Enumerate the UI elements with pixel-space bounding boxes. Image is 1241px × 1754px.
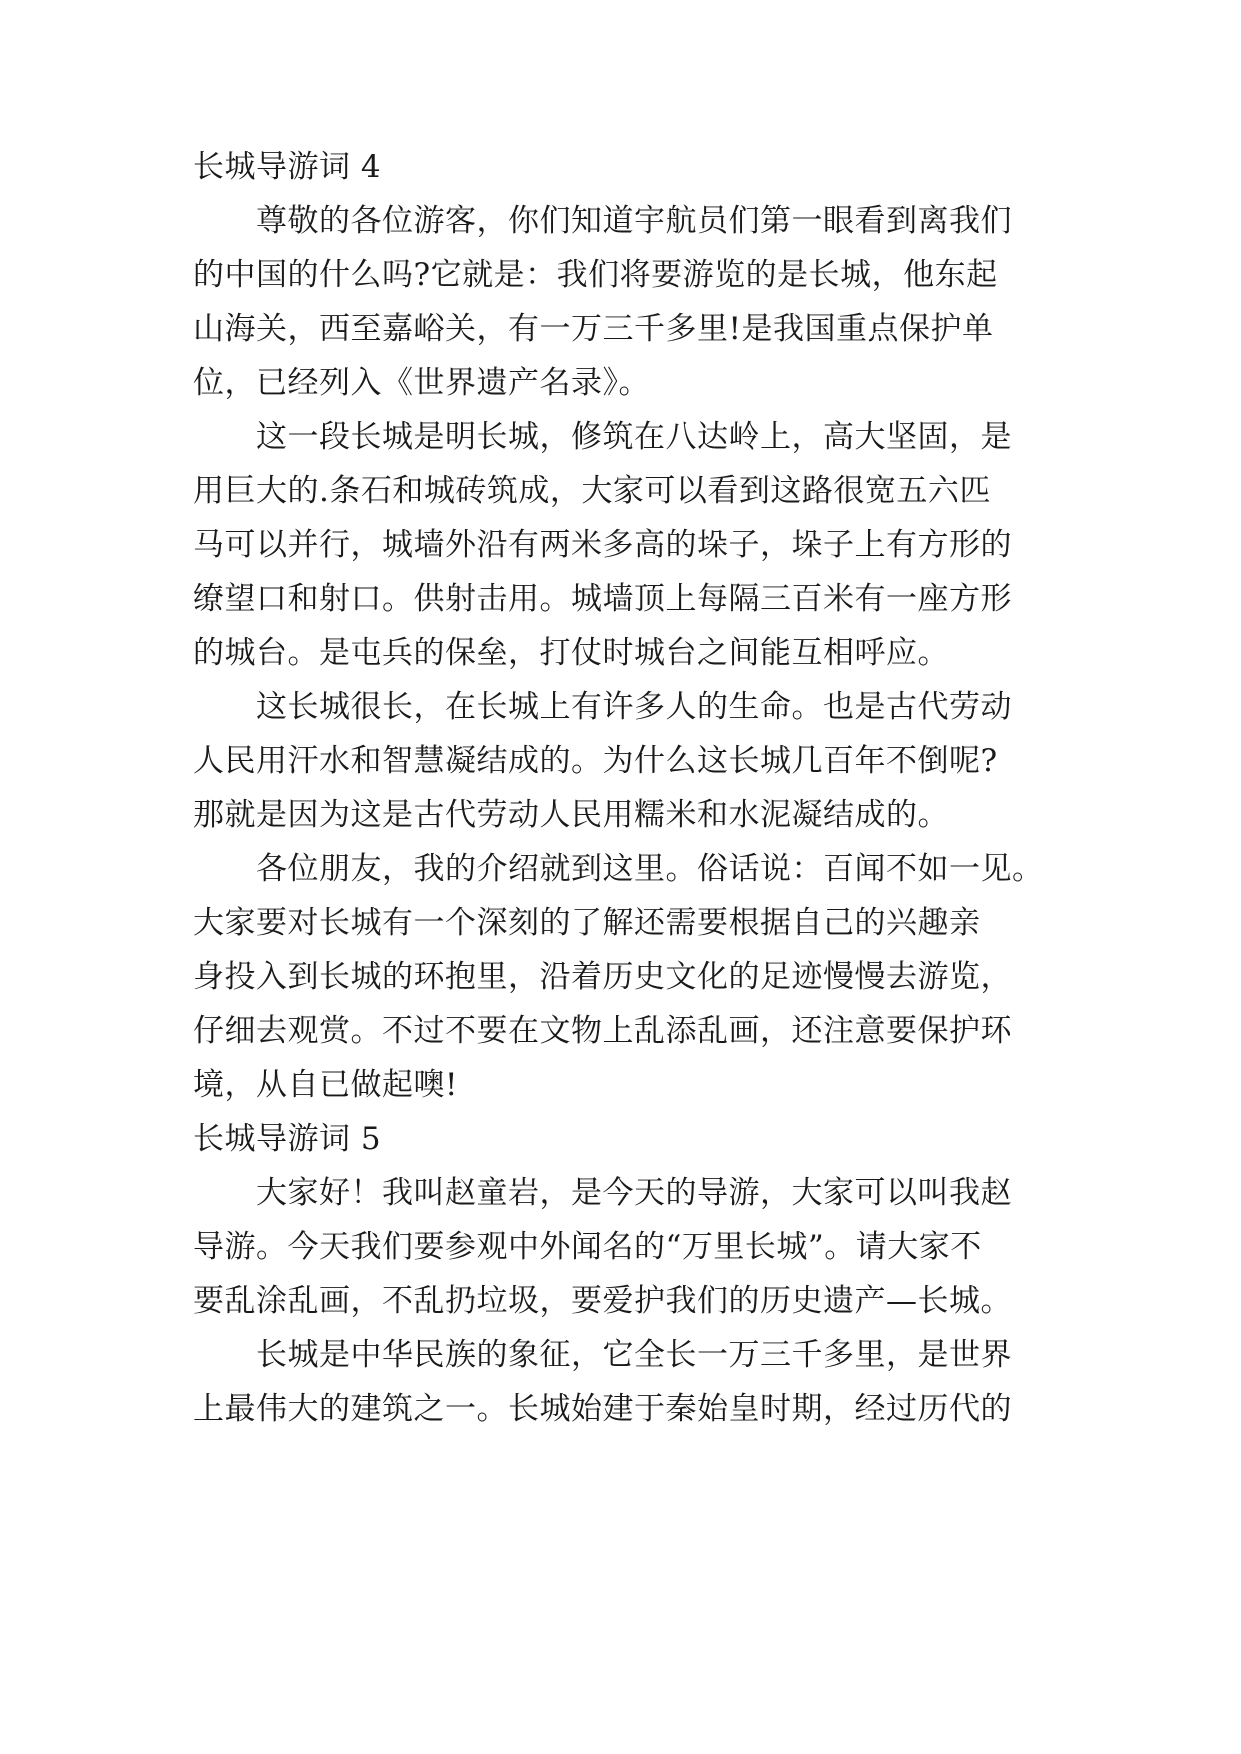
text-line: 要乱涂乱画，不乱扔垃圾，要爱护我们的历史遗产—长城。 (193, 1283, 1012, 1319)
text-line: 山海关，西至嘉峪关，有一万三千多里!是我国重点保护单 (193, 311, 994, 347)
text-line: 位，已经列入《世界遗产名录》。 (193, 365, 650, 401)
text-line: 境，从自已做起噢! (193, 1067, 458, 1103)
text-line: 长城是中华民族的象征，它全长一万三千多里，是世界 (256, 1337, 1012, 1373)
text-line: 尊敬的各位游客，你们知道宇航员们第一眼看到离我们 (256, 203, 1012, 239)
text-line: 上最伟大的建筑之一。长城始建于秦始皇时期，经过历代的 (193, 1391, 1012, 1427)
text-line: 用巨大的.条石和城砖筑成，大家可以看到这路很宽五六匹 (193, 473, 991, 509)
text-line: 人民用汗水和智慧凝结成的。为什么这长城几百年不倒呢? (193, 743, 998, 779)
text-line: 导游。今天我们要参观中外闻名的“万里长城”。请大家不 (193, 1229, 982, 1265)
text-line: 身投入到长城的环抱里，沿着历史文化的足迹慢慢去游览， (193, 959, 1012, 995)
text-line: 这长城很长，在长城上有许多人的生命。也是古代劳动 (256, 689, 1012, 725)
text-line: 大家要对长城有一个深刻的了解还需要根据自己的兴趣亲 (193, 905, 981, 941)
text-line: 缭望口和射口。供射击用。城墙顶上每隔三百米有一座方形 (193, 581, 1012, 617)
text-line: 仔细去观赏。不过不要在文物上乱添乱画，还注意要保护环 (193, 1013, 1012, 1049)
text-line: 大家好！我叫赵童岩，是今天的导游，大家可以叫我赵 (256, 1175, 1012, 1211)
text-line: 这一段长城是明长城，修筑在八达岭上，高大坚固，是 (256, 419, 1012, 455)
text-line: 的城台。是屯兵的保垒，打仗时城台之间能互相呼应。 (193, 635, 949, 671)
text-line: 的中国的什么吗?它就是：我们将要游览的是长城，他东起 (193, 257, 998, 293)
section-heading-4: 长城导游词 4 (193, 149, 382, 185)
text-line: 马可以并行，城墙外沿有两米多高的垛子，垛子上有方形的 (193, 527, 1012, 563)
text-line: 那就是因为这是古代劳动人民用糯米和水泥凝结成的。 (193, 797, 949, 833)
text-line: 各位朋友，我的介绍就到这里。俗话说：百闻不如一见。 (256, 851, 1044, 887)
section-heading-5: 长城导游词 5 (193, 1121, 382, 1157)
